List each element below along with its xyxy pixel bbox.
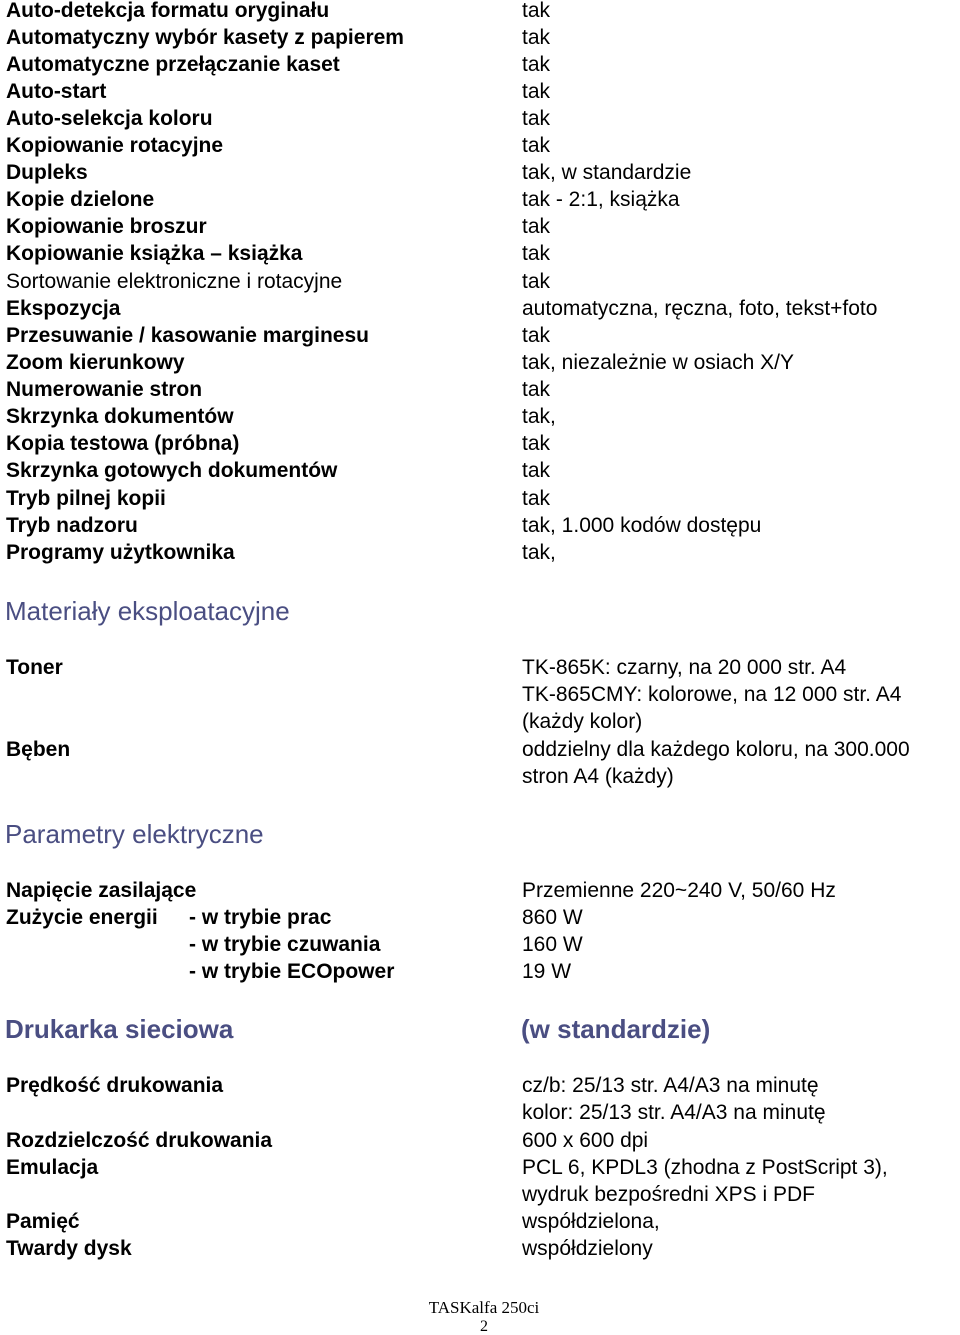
feature-label: Dupleks [6,161,88,184]
feature-value: automatyczna, ręczna, foto, tekst+foto [522,297,878,320]
hdd-value: współdzielony [522,1237,653,1260]
speed-label: Prędkość drukowania [6,1074,224,1097]
mode-label: - w trybie czuwania [189,933,381,956]
feature-label: Kopia testowa (próbna) [6,432,240,455]
feature-label: Zoom kierunkowy [6,351,185,374]
feature-label: Auto-detekcja formatu oryginału [6,0,330,22]
section-heading: Materiały eksploatacyjne [5,596,290,626]
mode-value: 860 W [522,906,583,929]
hdd-label: Twardy dysk [6,1237,132,1260]
feature-value: tak, 1.000 kodów dostępu [522,514,762,537]
toner-value: (każdy kolor) [522,710,643,733]
feature-value: tak [522,270,551,293]
emulation-label: Emulacja [6,1156,99,1179]
feature-label: Tryb pilnej kopii [6,487,166,510]
feature-label: Tryb nadzoru [6,514,138,537]
toner-value: TK-865K: czarny, na 20 000 str. A4 [522,656,847,679]
feature-label: Przesuwanie / kasowanie marginesu [6,324,369,347]
feature-label: Kopie dzielone [6,188,155,211]
mode-value: 160 W [522,933,583,956]
feature-value: tak, [522,405,556,428]
mode-label: - w trybie prac [189,906,332,929]
feature-value: tak [522,26,551,49]
feature-label: Automatyczny wybór kasety z papierem [6,26,404,49]
feature-value: tak [522,134,551,157]
feature-value: tak [522,378,551,401]
mode-value: 19 W [522,960,572,983]
feature-label: Automatyczne przełączanie kaset [6,53,340,76]
feature-value: tak [522,80,551,103]
feature-value: tak - 2:1, książka [522,188,680,211]
feature-value: tak [522,0,551,22]
drum-value: oddzielny dla każdego koloru, na 300.000 [522,738,910,761]
page-number: 2 [480,1318,488,1335]
speed-value: kolor: 25/13 str. A4/A3 na minutę [522,1101,826,1124]
feature-label: Sortowanie elektroniczne i rotacyjne [6,270,343,293]
section-heading: Drukarka sieciowa [5,1014,234,1044]
feature-label: Kopiowanie książka – książka [6,242,303,265]
feature-value: tak [522,324,551,347]
mode-label: - w trybie ECOpower [189,960,395,983]
speed-value: cz/b: 25/13 str. A4/A3 na minutę [522,1074,819,1097]
section-heading: Parametry elektryczne [5,819,264,849]
drum-value: stron A4 (każdy) [522,765,674,788]
feature-label: Kopiowanie rotacyjne [6,134,224,157]
toner-label: Toner [6,656,63,679]
emulation-value: PCL 6, KPDL3 (zhodna z PostScript 3), [522,1156,888,1179]
memory-value: współdzielona, [522,1210,660,1233]
section-heading-note: (w standardzie) [521,1014,711,1044]
feature-value: tak [522,459,551,482]
resolution-label: Rozdzielczość drukowania [6,1129,273,1152]
feature-value: tak [522,242,551,265]
feature-label: Numerowanie stron [6,378,203,401]
toner-value: TK-865CMY: kolorowe, na 12 000 str. A4 [522,683,902,706]
feature-value: tak, niezależnie w osiach X/Y [522,351,794,374]
feature-value: tak [522,215,551,238]
consumption-label: Zużycie energii [6,906,158,929]
feature-label: Skrzynka gotowych dokumentów [6,459,338,482]
memory-label: Pamięć [6,1210,80,1233]
feature-label: Auto-selekcja koloru [6,107,213,130]
emulation-value: wydruk bezpośredni XPS i PDF [522,1183,815,1206]
feature-value: tak, w standardzie [522,161,692,184]
feature-label: Skrzynka dokumentów [6,405,234,428]
feature-value: tak [522,432,551,455]
voltage-label: Napięcie zasilające [6,879,197,902]
voltage-value: Przemienne 220~240 V, 50/60 Hz [522,879,836,902]
drum-label: Bęben [6,738,71,761]
footer-model: TASKalfa 250ci [428,1298,540,1317]
feature-label: Programy użytkownika [6,541,235,564]
feature-value: tak [522,487,551,510]
feature-value: tak [522,107,551,130]
feature-label: Kopiowanie broszur [6,215,207,238]
feature-value: tak, [522,541,556,564]
feature-label: Ekspozycja [6,297,121,320]
resolution-value: 600 x 600 dpi [522,1129,649,1152]
feature-label: Auto-start [6,80,107,103]
feature-value: tak [522,53,551,76]
